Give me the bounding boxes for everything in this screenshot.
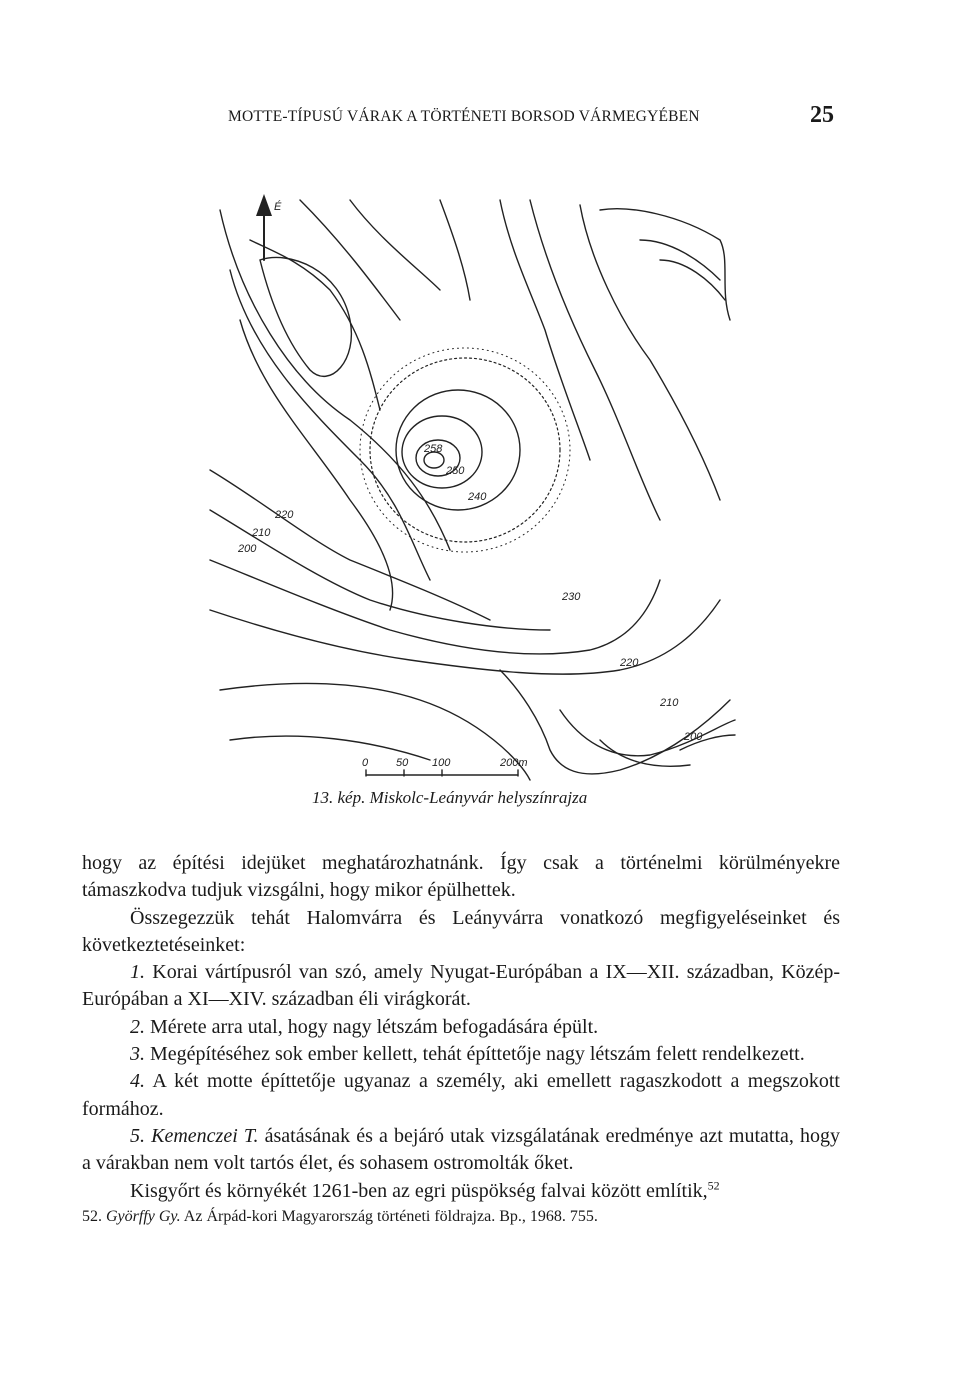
running-head: MOTTE-TÍPUSÚ VÁRAK A TÖRTÉNETI BORSOD VÁRMEGYÉBEN bbox=[228, 108, 700, 125]
scale-bar bbox=[362, 757, 528, 776]
svg-text:240: 240 bbox=[468, 491, 487, 503]
paragraph: Összegezzük tehát Halomvárra és Leányvárra vonatkozó megfigyeléseinket és következtetéseinket: bbox=[82, 906, 840, 956]
list-item: 1. Korai vártípusról van szó, amely Nyugat-Európában a IX—XII. században, Közép-Európában a XI—XIV. században éli virágkorát. bbox=[82, 961, 841, 1011]
paragraph: Kisgyőrt és környékét 1261-ben az egri püspökség falvai között említik,$^{52}$ bbox=[130, 1177, 720, 1202]
svg-text:200m: 200m bbox=[500, 757, 528, 769]
page-number: 25 bbox=[810, 102, 834, 128]
svg-text:100: 100 bbox=[432, 757, 451, 769]
footnote: 52. Györffy Gy. Az Árpád-kori Magyarország történeti földrajza. Bp., 1968. 755. bbox=[82, 1208, 598, 1225]
svg-text:210: 210 bbox=[252, 527, 271, 539]
svg-text:258: 258 bbox=[424, 443, 443, 455]
contour-lines bbox=[210, 200, 735, 780]
svg-text:50: 50 bbox=[396, 757, 409, 769]
list-item: 3. Megépítéséhez sok ember kellett, tehát építtetője nagy létszám felett rendelkezett. bbox=[130, 1043, 805, 1066]
north-label: É bbox=[274, 201, 282, 213]
svg-text:220: 220 bbox=[620, 657, 639, 669]
svg-text:220: 220 bbox=[275, 509, 294, 521]
paragraph: hogy az építési idejüket meghatározhatnánk. Így csak a történelmi körülményekre támaszkodva tudjuk vizsgálni, hogy mikor épülhettek. bbox=[82, 852, 840, 902]
contour-labels bbox=[237, 443, 703, 743]
footnote-ref: 52 bbox=[707, 1177, 720, 1192]
list-item: 2. Mérete arra utal, hogy nagy létszám befogadására épült. bbox=[130, 1015, 599, 1038]
svg-text:250: 250 bbox=[446, 465, 465, 477]
motte-mound bbox=[360, 348, 570, 552]
list-item: 5. Kemenczei T. ásatásának és a bejáró utak vizsgálatának eredménye azt mutatta, hogy a várakban nem volt tartós élet, és sohasem ostromolták őket. bbox=[82, 1124, 840, 1175]
list-item: 4. A két motte építtetője ugyanaz a személy, aki emellett ragaszkodott a megszokott formához. bbox=[82, 1070, 840, 1120]
north-arrow-icon bbox=[256, 194, 282, 260]
svg-text:0: 0 bbox=[362, 757, 369, 769]
svg-text:210: 210 bbox=[660, 697, 679, 709]
svg-text:230: 230 bbox=[562, 591, 581, 603]
svg-text:200: 200 bbox=[684, 731, 703, 743]
figure-caption: 13. kép. Miskolc-Leányvár helyszínrajza bbox=[312, 788, 588, 807]
svg-text:200: 200 bbox=[238, 543, 257, 555]
site-plan-map bbox=[200, 180, 740, 790]
body-text bbox=[82, 850, 840, 1205]
